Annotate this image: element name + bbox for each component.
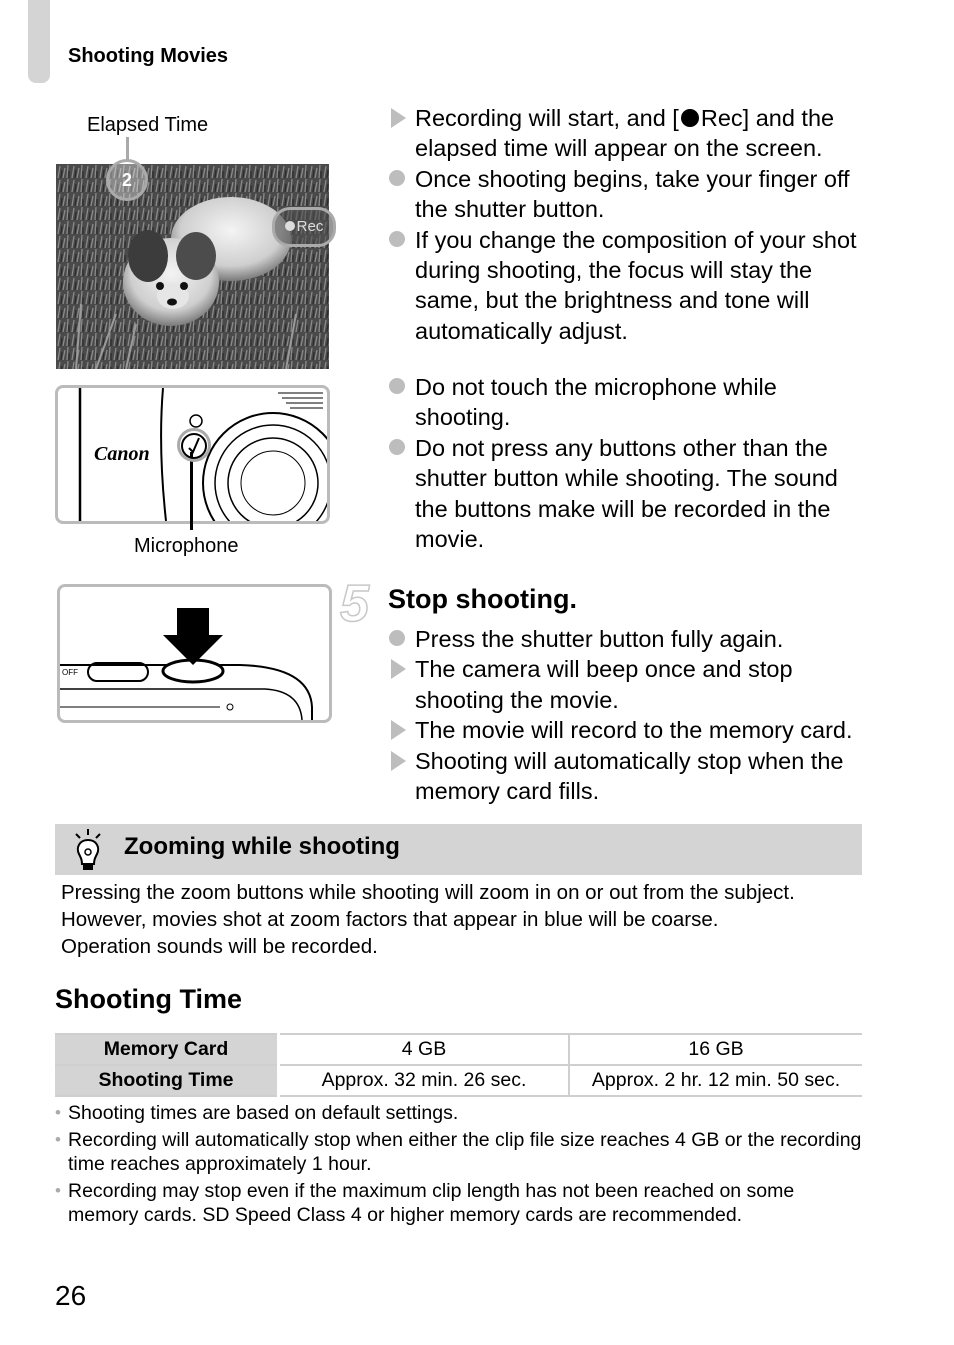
- list-item: [388, 433, 868, 555]
- table-cell: 4 GB: [279, 1034, 570, 1065]
- dog-photo-illustration: [56, 164, 329, 369]
- bullet-text: Shooting will automatically stop when the memory card fills.: [415, 747, 844, 805]
- bullet-text: Once shooting begins, take your finger off the shutter button.: [415, 165, 850, 223]
- step-number: 5: [340, 575, 369, 633]
- rec-badge-label: Rec: [296, 218, 324, 235]
- canon-logo: Canon: [94, 443, 150, 465]
- bullet-text: The camera will beep once and stop shooting the movie.: [415, 656, 793, 713]
- tip-line: Pressing the zoom buttons while shooting will zoom in on or out from the subject.: [61, 881, 795, 904]
- shooting-time-table: [55, 1033, 862, 1097]
- table-cell: 16 GB: [569, 1034, 862, 1065]
- list-item: [388, 624, 868, 654]
- tip-line: However, movies shot at zoom factors that appear in blue will be coarse.: [61, 908, 719, 931]
- step5-bullets: [388, 624, 868, 806]
- rec-indicator-badge: [272, 207, 336, 247]
- shutter-button-illustration: [57, 584, 332, 723]
- bullet-text: If you change the composition of your shot during shooting, the focus will stay the same, but the brightness and tone will automatically adjust.: [415, 226, 857, 344]
- table-cell: Approx. 2 hr. 12 min. 50 sec.: [569, 1065, 862, 1096]
- shooting-time-heading: Shooting Time: [55, 984, 242, 1014]
- tip-line: Operation sounds will be recorded.: [61, 935, 378, 958]
- elapsed-time-leader-line: [126, 137, 129, 161]
- table-row: [55, 1034, 862, 1065]
- list-item: [388, 654, 868, 715]
- step-title: Stop shooting.: [388, 584, 577, 614]
- recording-bullets: [388, 103, 868, 346]
- bullet-text: The movie will record to the memory card.: [415, 717, 853, 744]
- table-cell: Approx. 32 min. 26 sec.: [279, 1065, 570, 1096]
- table-row: [55, 1065, 862, 1096]
- list-item: • Shooting times are based on default settings.: [55, 1101, 865, 1125]
- bullet-text: Do not touch the microphone while shooting.: [415, 374, 777, 431]
- record-dot-icon: [681, 109, 699, 127]
- bullet-text: Recording will start, and [: [415, 105, 679, 131]
- page-number: 26: [55, 1280, 87, 1311]
- press-arrow-icon: [163, 608, 223, 665]
- tip-body: [61, 879, 861, 960]
- movie-screen-photo: [56, 164, 329, 369]
- microphone-callout: Microphone: [134, 535, 239, 557]
- section-label: Shooting Movies: [68, 45, 228, 67]
- elapsed-time-highlight: 2: [106, 159, 148, 201]
- shooting-time-notes: [55, 1101, 865, 1230]
- list-item: [388, 103, 868, 164]
- bullet-text: Rec] and the elapsed time will appear on the screen.: [415, 105, 835, 162]
- off-label: OFF: [62, 668, 78, 677]
- bullet-text: Do not press any buttons other than the shutter button while shooting. The sound the buttons make will be recorded in the movie.: [415, 434, 838, 553]
- shutter-press-drawing: [60, 587, 329, 720]
- list-item: [388, 225, 868, 347]
- tip-title: Zooming while shooting: [124, 833, 400, 860]
- elapsed-time-callout: Elapsed Time: [87, 114, 209, 136]
- list-item: [388, 164, 868, 225]
- row-header: Memory Card: [55, 1034, 279, 1065]
- microphone-highlight: [177, 428, 211, 462]
- list-item: [388, 372, 868, 433]
- list-item: [388, 715, 868, 745]
- bullet-text: Press the shutter button fully again.: [415, 626, 784, 652]
- list-item: • Recording will automatically stop when either the clip file size reaches 4 GB or the recording time reaches approximately 1 hour.: [55, 1128, 865, 1176]
- lightbulb-icon: [73, 828, 103, 872]
- list-item: [388, 746, 868, 807]
- microphone-leader-line: [190, 452, 193, 530]
- rec-dot-icon: [285, 221, 295, 231]
- row-header: Shooting Time: [55, 1065, 279, 1096]
- list-item: • Recording may stop even if the maximum clip length has not been reached on some memory cards. SD Speed Class 4 or higher memory cards are recommended.: [55, 1179, 865, 1227]
- microphone-bullets: [388, 372, 868, 554]
- page-tab-strip: [28, 0, 50, 83]
